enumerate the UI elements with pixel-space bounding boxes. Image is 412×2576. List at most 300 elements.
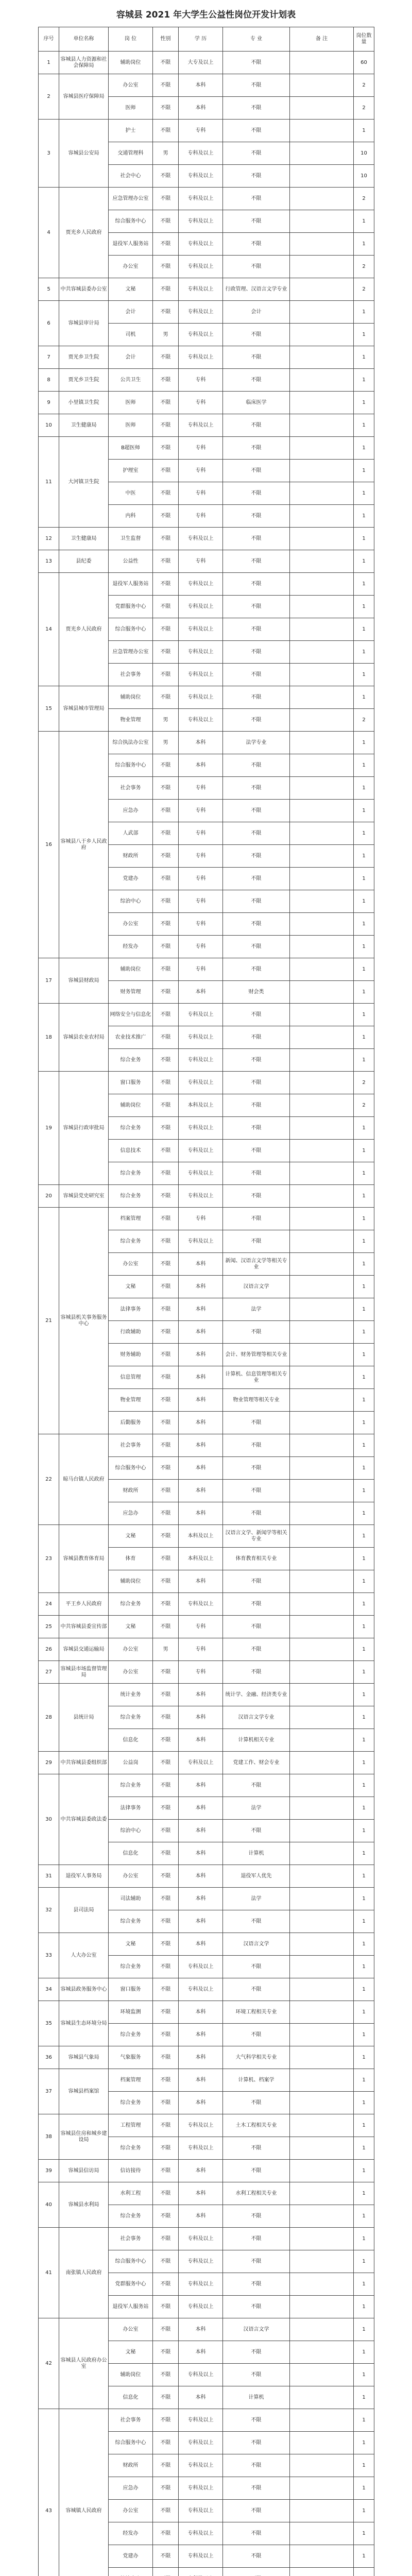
education-cell: 专科及以上 bbox=[179, 2296, 223, 2318]
gender-cell: 不限 bbox=[153, 1910, 179, 1933]
education-cell: 专科及以上 bbox=[179, 573, 223, 596]
table-row bbox=[39, 2069, 374, 2092]
gender-cell: 不限 bbox=[153, 2432, 179, 2454]
gender-cell: 不限 bbox=[153, 1162, 179, 1185]
page-title: 容城县 2021 年大学生公益性岗位开发计划表 bbox=[116, 10, 296, 20]
post-cell: 综合业务 bbox=[109, 1956, 153, 1978]
gender-cell: 不限 bbox=[153, 1321, 179, 1344]
table-row bbox=[39, 74, 374, 97]
education-cell: 本科 bbox=[179, 1910, 223, 1933]
major-cell: 不限 bbox=[223, 800, 290, 822]
post-cell: 应急办 bbox=[109, 800, 153, 822]
seq-cell: 5 bbox=[39, 278, 59, 301]
post-cell: 气象服务 bbox=[109, 2046, 153, 2069]
education-cell: 专科 bbox=[179, 958, 223, 981]
post-cell: 公共卫生 bbox=[109, 369, 153, 392]
gender-cell: 不限 bbox=[153, 1434, 179, 1457]
major-cell: 不限 bbox=[223, 97, 290, 120]
gender-cell: 不限 bbox=[153, 369, 179, 392]
count-cell: 1 bbox=[354, 981, 374, 1004]
education-cell: 专科 bbox=[179, 777, 223, 800]
education-cell: 专科及以上 bbox=[179, 256, 223, 278]
count-cell: 1 bbox=[354, 369, 374, 392]
gender-cell: 不限 bbox=[153, 1344, 179, 1366]
count-cell: 1 bbox=[354, 913, 374, 936]
seq-cell: 35 bbox=[39, 2001, 59, 2046]
major-cell: 党建工作、财会专业 bbox=[223, 1752, 290, 1774]
gender-cell: 不限 bbox=[153, 528, 179, 550]
note-cell bbox=[290, 596, 354, 618]
note-cell bbox=[290, 2522, 354, 2545]
major-cell: 不限 bbox=[223, 528, 290, 550]
unit-cell: 容城镇人民政府 bbox=[59, 2409, 109, 2576]
education-cell: 专科及以上 bbox=[179, 2273, 223, 2296]
seq-cell: 2 bbox=[39, 74, 59, 120]
note-cell bbox=[290, 1366, 354, 1389]
gender-cell: 不限 bbox=[153, 1548, 179, 1570]
gender-cell: 不限 bbox=[153, 437, 179, 460]
note-cell bbox=[290, 2545, 354, 2568]
note-cell bbox=[290, 822, 354, 845]
note-cell bbox=[290, 1797, 354, 1820]
gender-cell: 不限 bbox=[153, 981, 179, 1004]
count-cell: 1 bbox=[354, 732, 374, 754]
count-cell: 1 bbox=[354, 641, 374, 664]
post-cell: 办公室 bbox=[109, 2500, 153, 2522]
major-cell: 不限 bbox=[223, 1638, 290, 1661]
post-cell: 社会中心 bbox=[109, 165, 153, 188]
note-cell bbox=[290, 278, 354, 301]
education-cell: 专科及以上 bbox=[179, 346, 223, 369]
table-row bbox=[39, 2046, 374, 2069]
major-cell: 不限 bbox=[223, 2364, 290, 2386]
table-row bbox=[39, 1185, 374, 1208]
post-cell: 辅助岗位 bbox=[109, 686, 153, 709]
post-cell: 中医 bbox=[109, 482, 153, 505]
post-cell: 医师 bbox=[109, 414, 153, 437]
gender-cell: 不限 bbox=[153, 97, 179, 120]
post-cell: 综合业务 bbox=[109, 1230, 153, 1253]
gender-cell: 不限 bbox=[153, 2228, 179, 2250]
gender-cell: 不限 bbox=[153, 256, 179, 278]
note-cell bbox=[290, 392, 354, 414]
post-cell: 公益岗 bbox=[109, 1752, 153, 1774]
count-cell: 1 bbox=[354, 1298, 374, 1321]
note-cell bbox=[290, 1774, 354, 1797]
post-cell: 综合执法办公室 bbox=[109, 732, 153, 754]
major-cell: 不限 bbox=[223, 369, 290, 392]
seq-cell: 30 bbox=[39, 1774, 59, 1865]
seq-cell: 28 bbox=[39, 1684, 59, 1752]
count-cell: 1 bbox=[354, 1117, 374, 1140]
count-cell: 1 bbox=[354, 482, 374, 505]
major-cell: 不限 bbox=[223, 460, 290, 482]
unit-cell: 容城县行政审批局 bbox=[59, 1072, 109, 1185]
count-cell: 1 bbox=[354, 1752, 374, 1774]
count-cell: 1 bbox=[354, 1616, 374, 1638]
unit-cell: 容城县审计局 bbox=[59, 301, 109, 346]
education-cell: 专科及以上 bbox=[179, 1752, 223, 1774]
education-cell: 专科 bbox=[179, 437, 223, 460]
count-cell: 1 bbox=[354, 2137, 374, 2160]
major-cell: 不限 bbox=[223, 165, 290, 188]
unit-cell: 中共容城县委办公室 bbox=[59, 278, 109, 301]
post-cell: 物业管理 bbox=[109, 1389, 153, 1412]
post-cell: 应急管理办公室 bbox=[109, 188, 153, 210]
count-cell: 1 bbox=[354, 573, 374, 596]
post-cell: 信息技术 bbox=[109, 1140, 153, 1162]
post-cell: 辅助岗位 bbox=[109, 2364, 153, 2386]
gender-cell: 不限 bbox=[153, 1366, 179, 1389]
table-row bbox=[39, 2001, 374, 2024]
major-cell: 财会类 bbox=[223, 981, 290, 1004]
table-row bbox=[39, 2318, 374, 2341]
gender-cell: 不限 bbox=[153, 958, 179, 981]
gender-cell: 不限 bbox=[153, 2092, 179, 2114]
note-cell bbox=[290, 1140, 354, 1162]
education-cell: 专科及以上 bbox=[179, 641, 223, 664]
education-cell: 专科及以上 bbox=[179, 2545, 223, 2568]
major-cell: 不限 bbox=[223, 2228, 290, 2250]
major-cell: 不限 bbox=[223, 845, 290, 868]
post-cell: 农业技术推广 bbox=[109, 1026, 153, 1049]
seq-cell: 18 bbox=[39, 1004, 59, 1072]
seq-cell: 25 bbox=[39, 1616, 59, 1638]
post-cell: 物业管理 bbox=[109, 709, 153, 732]
post-cell: 综合业务 bbox=[109, 1706, 153, 1729]
post-cell: 法律事务 bbox=[109, 1298, 153, 1321]
count-cell: 2 bbox=[354, 278, 374, 301]
unit-cell: 容城县农业农村局 bbox=[59, 1004, 109, 1072]
note-cell bbox=[290, 1344, 354, 1366]
major-cell: 法学 bbox=[223, 1298, 290, 1321]
seq-cell: 43 bbox=[39, 2409, 59, 2576]
education-cell: 专科及以上 bbox=[179, 2364, 223, 2386]
major-cell: 不限 bbox=[223, 1049, 290, 1072]
seq-cell: 22 bbox=[39, 1434, 59, 1525]
unit-cell: 容城县城市管理局 bbox=[59, 686, 109, 732]
seq-cell: 42 bbox=[39, 2318, 59, 2409]
count-cell: 1 bbox=[354, 1978, 374, 2001]
education-cell: 本科及以上 bbox=[179, 1094, 223, 1117]
education-cell: 专科及以上 bbox=[179, 165, 223, 188]
post-cell: 水利工程 bbox=[109, 2182, 153, 2205]
unit-cell: 容城县政务服务中心 bbox=[59, 1978, 109, 2001]
unit-cell: 晾马台镇人民政府 bbox=[59, 1434, 109, 1525]
note-cell bbox=[290, 1276, 354, 1298]
note-cell bbox=[290, 573, 354, 596]
unit-cell: 容城县交通运输局 bbox=[59, 1638, 109, 1661]
major-cell: 不限 bbox=[223, 550, 290, 573]
major-cell: 体育教育相关专业 bbox=[223, 1548, 290, 1570]
gender-cell: 不限 bbox=[153, 1276, 179, 1298]
count-cell: 1 bbox=[354, 2182, 374, 2205]
post-cell: 办公室 bbox=[109, 1638, 153, 1661]
unit-cell: 容城县机关事务服务中心 bbox=[59, 1208, 109, 1434]
count-cell: 1 bbox=[354, 392, 374, 414]
gender-cell: 不限 bbox=[153, 392, 179, 414]
education-cell: 专科及以上 bbox=[179, 142, 223, 165]
note-cell bbox=[290, 346, 354, 369]
education-cell: 本科 bbox=[179, 1276, 223, 1298]
count-cell: 1 bbox=[354, 233, 374, 256]
table-body bbox=[39, 52, 374, 2576]
note-cell bbox=[290, 2024, 354, 2046]
gender-cell: 不限 bbox=[153, 1570, 179, 1593]
note-cell bbox=[290, 1706, 354, 1729]
post-cell: 信息化 bbox=[109, 2386, 153, 2409]
gender-cell: 不限 bbox=[153, 1525, 179, 1548]
major-cell: 不限 bbox=[223, 1185, 290, 1208]
education-cell: 专科 bbox=[179, 868, 223, 890]
major-cell: 退役军人优先 bbox=[223, 1865, 290, 1888]
count-cell: 10 bbox=[354, 165, 374, 188]
note-cell bbox=[290, 777, 354, 800]
major-cell: 不限 bbox=[223, 233, 290, 256]
gender-cell: 不限 bbox=[153, 1389, 179, 1412]
table-row bbox=[39, 2409, 374, 2432]
major-cell: 不限 bbox=[223, 1774, 290, 1797]
unit-cell: 贾光乡人民政府 bbox=[59, 188, 109, 278]
gender-cell: 不限 bbox=[153, 2296, 179, 2318]
major-cell: 不限 bbox=[223, 2341, 290, 2364]
education-cell: 本科 bbox=[179, 1434, 223, 1457]
note-cell bbox=[290, 1933, 354, 1956]
education-cell: 本科 bbox=[179, 2341, 223, 2364]
education-cell: 本科 bbox=[179, 1820, 223, 1842]
gender-cell: 不限 bbox=[153, 754, 179, 777]
major-cell: 计算机、档案学 bbox=[223, 2069, 290, 2092]
gender-cell: 不限 bbox=[153, 2114, 179, 2137]
gender-cell: 不限 bbox=[153, 1706, 179, 1729]
education-cell: 专科及以上 bbox=[179, 2228, 223, 2250]
count-cell: 2 bbox=[354, 1094, 374, 1117]
gender-cell: 不限 bbox=[153, 1616, 179, 1638]
note-cell bbox=[290, 709, 354, 732]
major-cell: 不限 bbox=[223, 52, 290, 74]
count-cell: 1 bbox=[354, 324, 374, 346]
gender-cell: 不限 bbox=[153, 1049, 179, 1072]
header-unit: 单位名称 bbox=[59, 27, 109, 52]
count-cell: 1 bbox=[354, 460, 374, 482]
gender-cell: 不限 bbox=[153, 1820, 179, 1842]
major-cell bbox=[223, 2568, 290, 2576]
note-cell bbox=[290, 1978, 354, 2001]
education-cell: 专科及以上 bbox=[179, 2454, 223, 2477]
note-cell bbox=[290, 1072, 354, 1094]
major-cell: 汉语言文学 bbox=[223, 2318, 290, 2341]
major-cell: 不限 bbox=[223, 2545, 290, 2568]
count-cell: 1 bbox=[354, 1956, 374, 1978]
header-major: 专 业 bbox=[223, 27, 290, 52]
major-cell: 汉语言文学 bbox=[223, 1933, 290, 1956]
unit-cell: 容城县信访局 bbox=[59, 2160, 109, 2182]
unit-cell: 容城县水利局 bbox=[59, 2182, 109, 2228]
count-cell: 1 bbox=[354, 2454, 374, 2477]
education-cell: 本科 bbox=[179, 97, 223, 120]
post-cell: 办公室 bbox=[109, 256, 153, 278]
education-cell: 本科 bbox=[179, 732, 223, 754]
unit-cell: 容城县人力资源和社会保障局 bbox=[59, 52, 109, 74]
major-cell: 不限 bbox=[223, 573, 290, 596]
count-cell: 2 bbox=[354, 188, 374, 210]
gender-cell: 不限 bbox=[153, 1593, 179, 1616]
count-cell: 1 bbox=[354, 1842, 374, 1865]
count-cell: 2 bbox=[354, 256, 374, 278]
note-cell bbox=[290, 165, 354, 188]
unit-cell: 卫生健康局 bbox=[59, 414, 109, 437]
seq-cell: 7 bbox=[39, 346, 59, 369]
gender-cell: 不限 bbox=[153, 1298, 179, 1321]
education-cell: 本科 bbox=[179, 1729, 223, 1752]
gender-cell: 不限 bbox=[153, 550, 179, 573]
major-cell: 不限 bbox=[223, 2454, 290, 2477]
note-cell bbox=[290, 1820, 354, 1842]
count-cell: 1 bbox=[354, 2250, 374, 2273]
major-cell: 不限 bbox=[223, 188, 290, 210]
post-cell: 信息管理 bbox=[109, 1366, 153, 1389]
note-cell bbox=[290, 1570, 354, 1593]
education-cell: 本科 bbox=[179, 981, 223, 1004]
count-cell: 1 bbox=[354, 1185, 374, 1208]
education-cell: 专科及以上 bbox=[179, 1140, 223, 1162]
post-cell: 文秘 bbox=[109, 2341, 153, 2364]
note-cell bbox=[290, 1684, 354, 1706]
table-row bbox=[39, 1072, 374, 1094]
post-cell: 辅助岗位 bbox=[109, 52, 153, 74]
unit-cell: 贾光乡人民政府 bbox=[59, 573, 109, 686]
seq-cell: 23 bbox=[39, 1525, 59, 1593]
table-row bbox=[39, 369, 374, 392]
education-cell: 专科及以上 bbox=[179, 686, 223, 709]
gender-cell: 不限 bbox=[153, 2205, 179, 2228]
table-row bbox=[39, 1593, 374, 1616]
table-row bbox=[39, 1888, 374, 1910]
major-cell: 汉语言文学专业 bbox=[223, 1706, 290, 1729]
count-cell: 2 bbox=[354, 1072, 374, 1094]
count-cell: 1 bbox=[354, 2409, 374, 2432]
post-cell: 财务辅助 bbox=[109, 1344, 153, 1366]
gender-cell: 不限 bbox=[153, 868, 179, 890]
note-cell bbox=[290, 301, 354, 324]
education-cell: 专科 bbox=[179, 822, 223, 845]
note-cell bbox=[290, 1525, 354, 1548]
seq-cell: 29 bbox=[39, 1752, 59, 1774]
count-cell: 1 bbox=[354, 120, 374, 142]
education-cell: 本科 bbox=[179, 2069, 223, 2092]
gender-cell: 不限 bbox=[153, 188, 179, 210]
count-cell: 1 bbox=[354, 1208, 374, 1230]
major-cell: 土木工程相关专业 bbox=[223, 2114, 290, 2137]
table-row bbox=[39, 2160, 374, 2182]
seq-cell: 33 bbox=[39, 1933, 59, 1978]
post-cell: 会计 bbox=[109, 346, 153, 369]
unit-cell: 容城县气象局 bbox=[59, 2046, 109, 2069]
post-cell: 应急管理办公室 bbox=[109, 641, 153, 664]
gender-cell: 不限 bbox=[153, 460, 179, 482]
post-cell: 社会事务 bbox=[109, 777, 153, 800]
gender-cell: 不限 bbox=[153, 210, 179, 233]
education-cell: 专科及以上 bbox=[179, 1593, 223, 1616]
education-cell: 专科及以上 bbox=[179, 2522, 223, 2545]
post-cell: 窗口服务 bbox=[109, 1978, 153, 2001]
count-cell: 1 bbox=[354, 1253, 374, 1276]
count-cell: 1 bbox=[354, 2092, 374, 2114]
education-cell: 本科 bbox=[179, 1774, 223, 1797]
gender-cell: 不限 bbox=[153, 2341, 179, 2364]
post-cell: 财政所 bbox=[109, 2454, 153, 2477]
major-cell: 水利工程相关专业 bbox=[223, 2182, 290, 2205]
major-cell: 不限 bbox=[223, 1820, 290, 1842]
gender-cell: 不限 bbox=[153, 913, 179, 936]
note-cell bbox=[290, 2250, 354, 2273]
note-cell bbox=[290, 256, 354, 278]
gender-cell: 不限 bbox=[153, 1253, 179, 1276]
education-cell: 专科 bbox=[179, 392, 223, 414]
major-cell: 不限 bbox=[223, 414, 290, 437]
count-cell: 1 bbox=[354, 1321, 374, 1344]
note-cell bbox=[290, 2273, 354, 2296]
major-cell: 不限 bbox=[223, 890, 290, 913]
note-cell bbox=[290, 142, 354, 165]
gender-cell: 不限 bbox=[153, 1774, 179, 1797]
education-cell: 本科 bbox=[179, 2318, 223, 2341]
count-cell: 1 bbox=[354, 1162, 374, 1185]
table-row bbox=[39, 1525, 374, 1548]
count-cell: 1 bbox=[354, 505, 374, 528]
education-cell: 本科 bbox=[179, 1865, 223, 1888]
header-post: 岗 位 bbox=[109, 27, 153, 52]
gender-cell: 不限 bbox=[153, 301, 179, 324]
gender-cell: 不限 bbox=[153, 1956, 179, 1978]
note-cell bbox=[290, 1616, 354, 1638]
note-cell bbox=[290, 210, 354, 233]
seq-cell: 19 bbox=[39, 1072, 59, 1185]
unit-cell: 容城县公安局 bbox=[59, 120, 109, 188]
unit-cell: 平王乡人民政府 bbox=[59, 1593, 109, 1616]
gender-cell: 不限 bbox=[153, 2522, 179, 2545]
note-cell bbox=[290, 2001, 354, 2024]
count-cell: 1 bbox=[354, 1910, 374, 1933]
major-cell: 不限 bbox=[223, 664, 290, 686]
note-cell bbox=[290, 958, 354, 981]
post-cell: 文秘 bbox=[109, 1616, 153, 1638]
table-row bbox=[39, 1774, 374, 1797]
post-cell: 办公室 bbox=[109, 1253, 153, 1276]
post-cell: 人武部 bbox=[109, 822, 153, 845]
note-cell bbox=[290, 2500, 354, 2522]
gender-cell: 男 bbox=[153, 142, 179, 165]
major-cell: 汉语言文学 bbox=[223, 1276, 290, 1298]
gender-cell: 不限 bbox=[153, 505, 179, 528]
unit-cell: 容城县教育体育局 bbox=[59, 1525, 109, 1593]
unit-cell: 中共容城县委宣传部 bbox=[59, 1616, 109, 1638]
major-cell: 不限 bbox=[223, 913, 290, 936]
education-cell: 本科 bbox=[179, 1933, 223, 1956]
note-cell bbox=[290, 1230, 354, 1253]
count-cell: 1 bbox=[354, 1525, 374, 1548]
count-cell: 2 bbox=[354, 74, 374, 97]
count-cell: 1 bbox=[354, 2364, 374, 2386]
count-cell: 1 bbox=[354, 1276, 374, 1298]
major-cell: 不限 bbox=[223, 936, 290, 958]
post-cell: 辅助岗位 bbox=[109, 1570, 153, 1593]
education-cell: 专科及以上 bbox=[179, 2137, 223, 2160]
note-cell bbox=[290, 845, 354, 868]
major-cell: 不限 bbox=[223, 2205, 290, 2228]
education-cell: 本科 bbox=[179, 74, 223, 97]
table-header bbox=[39, 27, 374, 52]
